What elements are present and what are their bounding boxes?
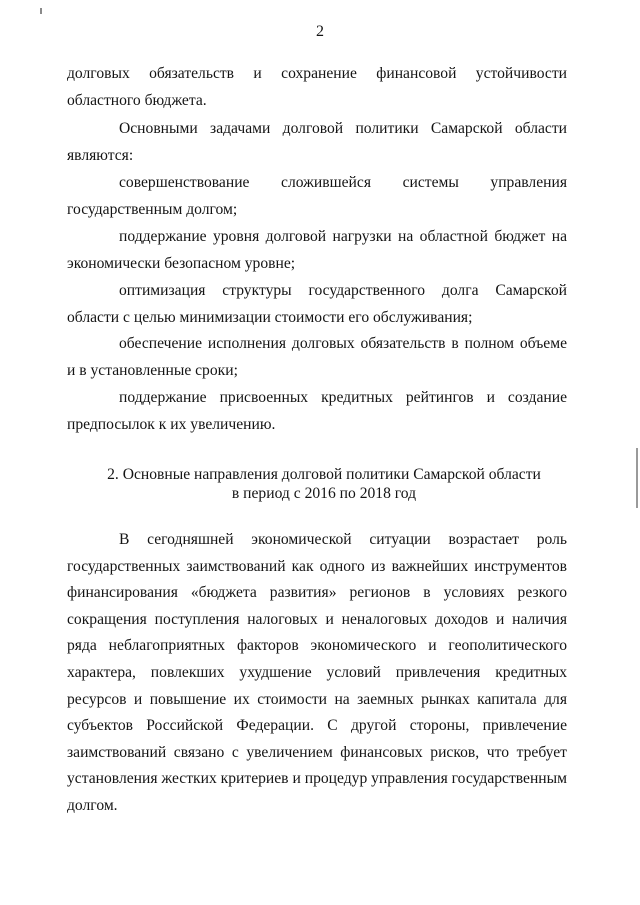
paragraph-debt-obligations: долговых обязательств и сохранение финансовой устойчивости областного бюджета. [67, 65, 567, 109]
page-number: 2 [316, 23, 324, 40]
paragraph-task-ratings: поддержание присвоенных кредитных рейтингов и создание предпосылок к их увеличению. [67, 389, 567, 433]
paragraph-main-tasks: Основными задачами долговой политики Самарской области являются: [67, 120, 567, 164]
paragraph-task-improvement-line2: государственным долгом; [67, 200, 238, 218]
section-heading-line1: 2. Основные направления долговой политики Самарской области [107, 466, 541, 483]
scan-mark-right-edge [636, 448, 638, 508]
scan-mark-top-left [40, 8, 42, 14]
paragraph-task-debt-load: поддержание уровня долговой нагрузки на областной бюджет на экономически безопасном уровне; [67, 228, 567, 272]
paragraph-task-improvement-line1: совершенствование сложившейся системы управления [119, 174, 567, 191]
section-heading-line2: в период с 2016 по 2018 год [231, 485, 417, 502]
paragraph-task-obligations: обеспечение исполнения долговых обязательств в полном объеме и в установленные сроки; [67, 335, 567, 379]
paragraph-task-debt-structure: оптимизация структуры государственного долга Самарской области с целью минимизации стоимости его обслуживания; [67, 282, 567, 326]
paragraph-current-economic-situation: В сегодняшней экономической ситуации возрастает роль государственных заимствований как одного из важнейших инструментов финансирования «бюджета развития» регионов в условиях резкого сокращения поступления налоговых и неналоговых доходов и наличия ряда неблагоприятных факторов экономического и геополитического характера, повлекших ухудшение условий привлечения кредитных ресурсов и повышение их стоимости на заемных рынках капитала для субъектов Российской Федерации. С другой стороны, привлечение заимствований связано с увеличением финансовых рисков, что требует установления жестких критериев и процедур управления государственным долгом. [67, 531, 567, 814]
